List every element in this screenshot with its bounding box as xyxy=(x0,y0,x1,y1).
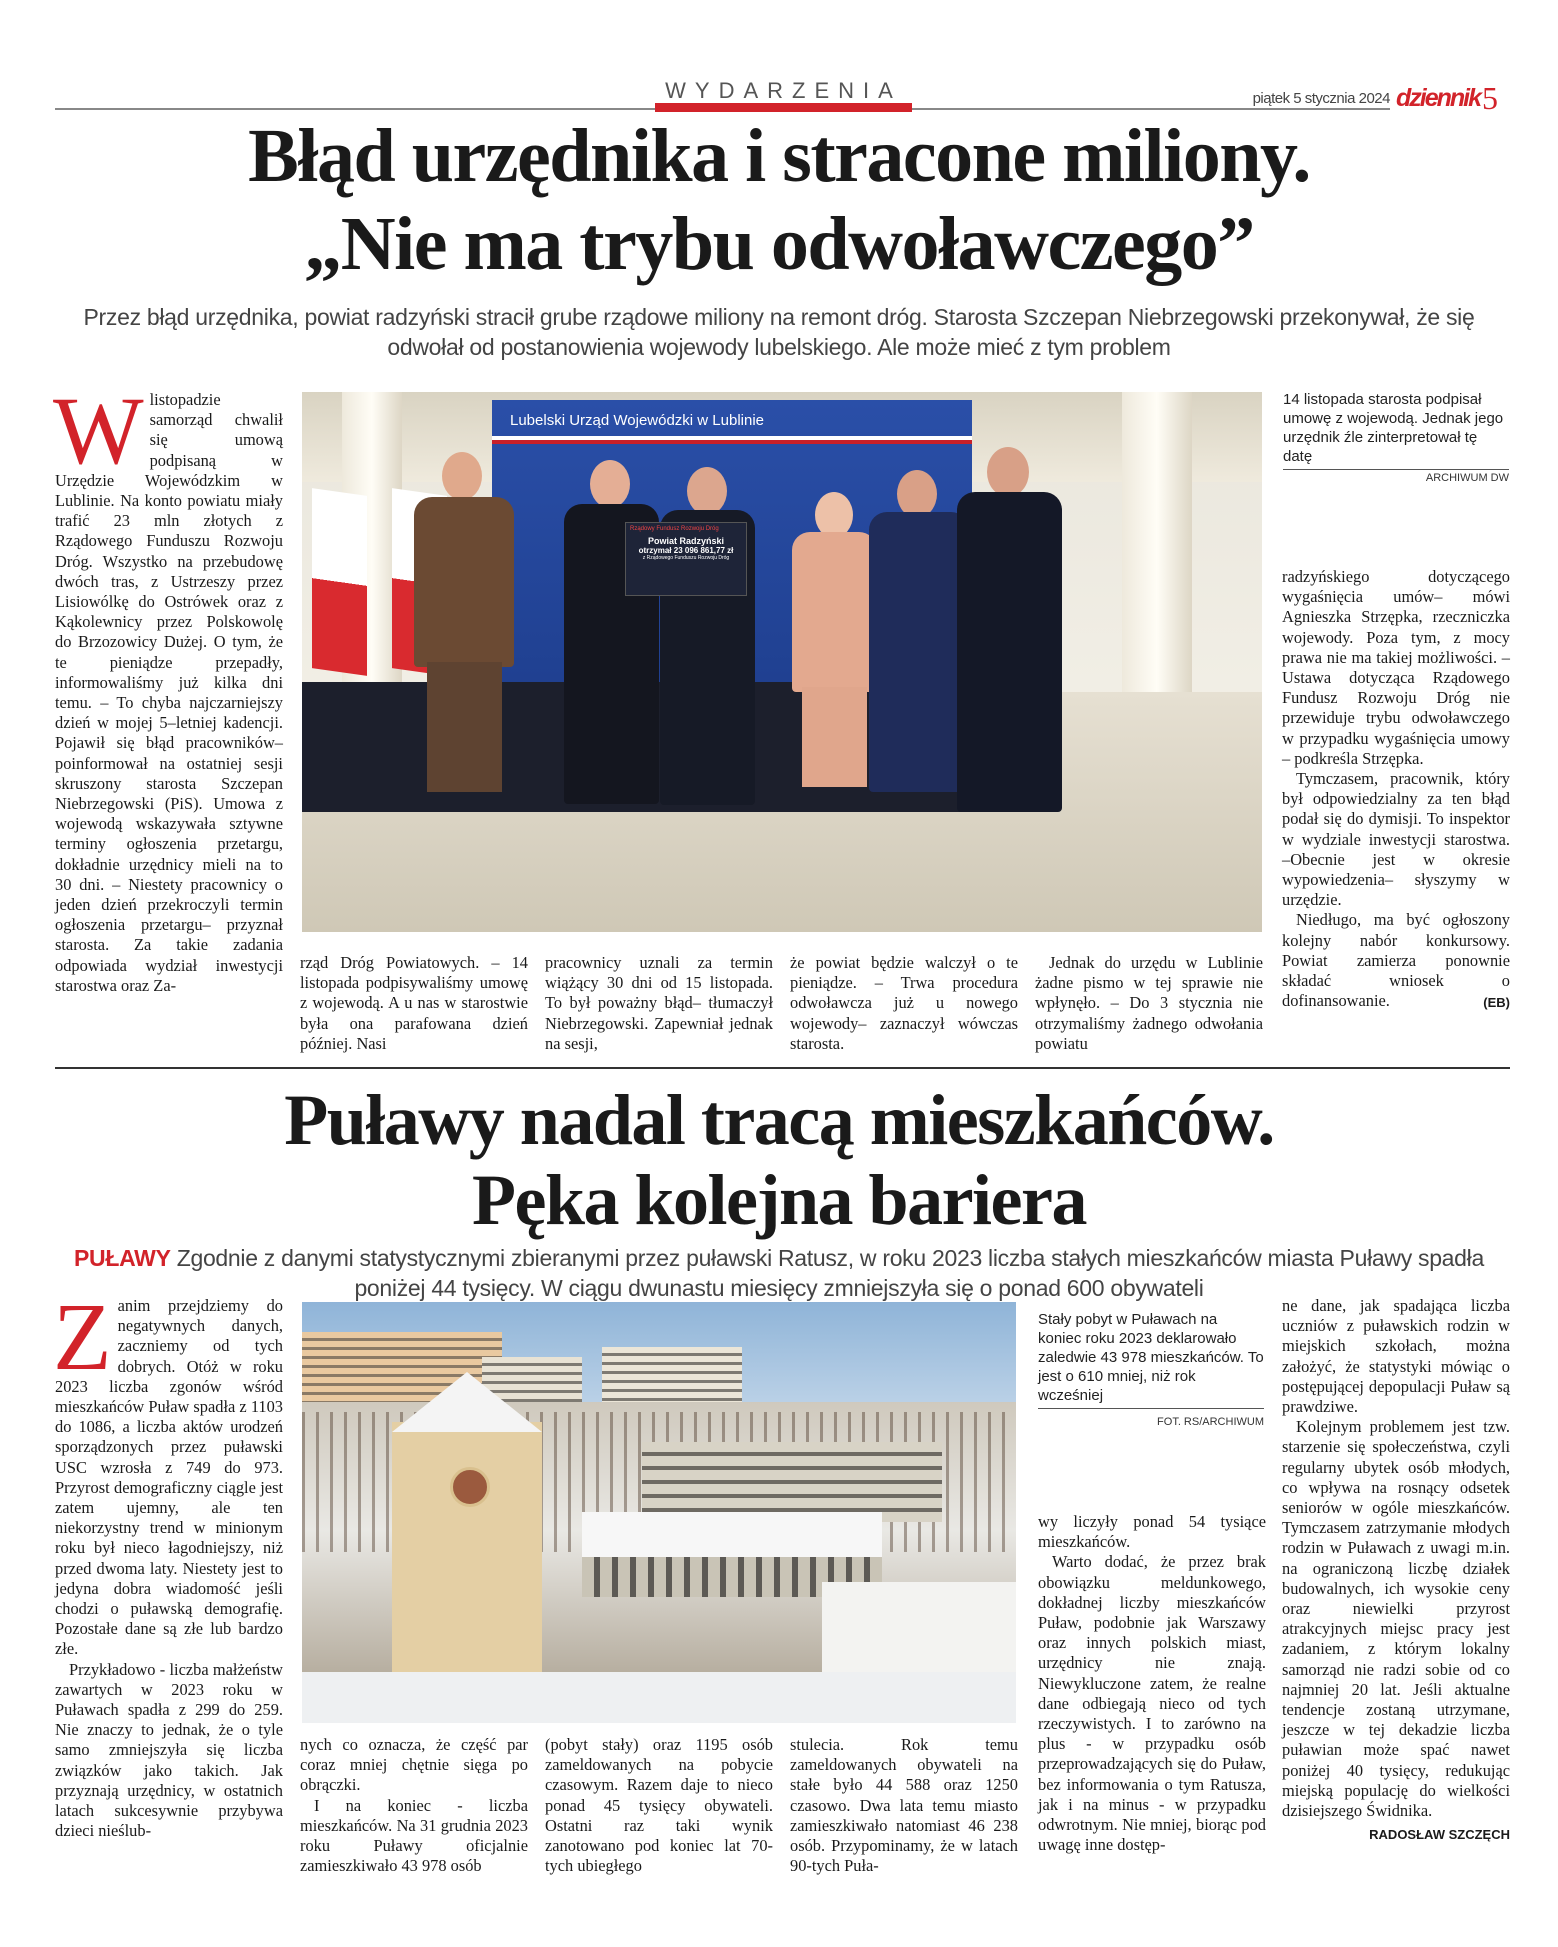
headline-line: Puławy nadal tracą mieszkańców. xyxy=(284,1080,1274,1160)
article2-photo-caption: Stały pobyt w Puławach na koniec roku 2023 deklarowało zaledwie 43 978 mieszkańców. To jest o 610 mniej, niż rok wcześniej xyxy=(1038,1310,1264,1409)
article1-photo xyxy=(302,392,1262,932)
article1-column-2 xyxy=(300,953,528,1054)
article1-column-4 xyxy=(790,953,1018,1054)
article2-photo-credit: FOT. RS/ARCHIWUM xyxy=(1157,1416,1264,1428)
paragraph: nych co oznacza, że część par coraz mniej chętnie sięga po obrączki. xyxy=(300,1735,528,1795)
paragraph: stulecia. Rok temu zameldowanych obywateli na stałe było 44 588 oraz 1250 czasowo. Dwa lata temu miasto zamieszkiwało natomiast 46 238 osób. Przypominamy, że w latach 90-tych Puła- xyxy=(790,1735,1018,1876)
backdrop-text: Lubelski Urząd Wojewódzki w Lublinie xyxy=(510,412,765,429)
paragraph: Warto dodać, że przez brak obowiązku meldunkowego, dokładnej liczby mieszkańców Puław, podobnie jak Warszawy oraz innych polskich miast, urzędnicy nie znają. Niewykluczone zatem, że realne dane odbiegają nieco od tych rzeczywistych. I to zarówno na plus - w przypadku osób przeprowadzających się do Puław, bez informowania o tym Ratusza, jak i na minus - w przypadku odwrotnym. Nie mniej, biorąc pod uwagę inne dostęp- xyxy=(1038,1552,1266,1855)
apartment-block xyxy=(482,1357,582,1402)
article-divider xyxy=(55,1067,1510,1069)
person-body xyxy=(414,497,514,667)
headline-line: Pęka kolejna bariera xyxy=(472,1160,1086,1240)
paragraph: Przykładowo - liczba małżeństw zawartych w 2023 roku w Puławach spadła z 299 do 259. Nie znaczy to jednak, że o tyle samo zmniejszyła się liczba związków jako takich. Jak przyznają urzędnicy, w ostatnich latach sukcesywnie przybywa dzieci nieślub- xyxy=(55,1659,283,1841)
paragraph: radzyńskiego dotyczącego wygaśnięcia umów– mówi Agnieszka Strzępka, rzeczniczka wojewody. Poza tym, z mocy prawa nie ma takiej możliwości. – Ustawa dotycząca Rządowego Fundusz Rozwoju Dróg nie przewiduje trybu odwoławczego w przypadku wygaśnięcia umowy – podkreśla Strzępka. xyxy=(1282,567,1510,768)
person-head xyxy=(590,460,630,508)
drop-cap: Z xyxy=(53,1283,112,1390)
article1-photo-credit: ARCHIWUM DW xyxy=(1425,472,1509,484)
snow-foreground xyxy=(302,1672,1016,1723)
paragraph: Kolejnym problemem jest tzw. starzenie się społeczeństwa, czyli regularny ubytek osób młodych, co wpływa na rosnący odsetek seniorów w ogóle mieszkańców. Tymczasem zatrzymanie młodych rodzin w Puławach z uwagi m.in. na ograniczoną liczbę działek budowalnych, ich wysokie ceny oraz niewielki przyrost atrakcyjnych miejsc pracy jest zadaniem, z którym lokalny samorząd nie radzi sobie od co najmniej 20 lat. Jeśli aktualne tendencje zostaną utrzymane, jeszcze w tej dekadzie liczba puławian może spać nawet poniżej 40 tysięcy, redukując miejską populację do wielkości dzisiejszego Świdnika. xyxy=(1282,1417,1510,1821)
person-legs xyxy=(802,687,867,787)
article2-column-4 xyxy=(790,1735,1018,1876)
article1-column-6 xyxy=(1282,567,1510,1014)
article1-signature: (EB) xyxy=(1483,995,1510,1011)
person-body xyxy=(869,512,969,792)
issue-date: piątek 5 stycznia 2024 xyxy=(1252,90,1390,107)
school-building xyxy=(642,1442,942,1522)
article1-column-1 xyxy=(53,377,283,996)
article1-column-5 xyxy=(1035,953,1263,1054)
article1-column-3 xyxy=(545,953,773,1054)
article2-photo xyxy=(302,1302,1016,1723)
newspaper-logo: dziennik xyxy=(1396,84,1481,112)
article1-deck: Przez błąd urzędnika, powiat radzyński stracił grube rządowe miliony na remont dróg. Starosta Szczepan Niebrzegowski przekonywał, że się odwołał od postanowienia wojewody lubelskiego. Ale może mieć z tym problem xyxy=(83,304,1475,360)
paragraph: (pobyt stały) oraz 1195 osób zameldowanych na pobycie czasowym. Razem daje to nieco ponad 45 tysięcy obywateli. Ostatni raz taki wynik zanotowano pod koniec lat 70-tych ubiegłego xyxy=(545,1735,773,1876)
paragraph: wy liczyły ponad 54 tysiące mieszkańców. xyxy=(1038,1512,1266,1552)
person-body xyxy=(792,532,877,692)
person-body xyxy=(957,492,1062,812)
board-line: z Rządowego Funduszu Rozwoju Dróg xyxy=(642,555,730,561)
paragraph: anim przejdziemy do negatywnych danych, zaczniemy od tych dobrych. Otóż w roku 2023 liczba zgonów wśród mieszkańców Puław spadła z 1103 do 1086, a liczba aktów urodzeń sporządzonych przez puławski USC wzrosła z 749 do 973. Przyrost demograficzny ciągle jest zatem ujemny, ale ten niekorzystny trend w minionym roku był nieco łagodniejszy, niż przed dwoma laty. Niestety jest to jedyna dobra wiadomość jeśli chodzi o puławską demografię. Pozostałe dane są złe lub bardzo złe. xyxy=(55,1296,283,1659)
article2-column-6 xyxy=(1282,1296,1510,1845)
deck-text: Zgodnie z danymi statystycznymi zbieranymi przez puławski Ratusz, w roku 2023 liczba stałych mieszkańców miasta Puławy spadła poniżej 44 tysięcy. W ciągu dwunastu miesięcy zmniejszyła się o ponad 600 obywateli xyxy=(176,1245,1484,1301)
article2-headline xyxy=(0,1080,1558,1240)
person-head xyxy=(987,447,1029,497)
board-header: Rządowy Fundusz Rozwoju Dróg xyxy=(630,526,719,532)
paragraph: Jednak do urzędu w Lublinie żadne pismo w tej sprawie nie wpłynęło. – Do 3 stycznia nie otrzymaliśmy żadnego odwołania powiatu xyxy=(1035,953,1263,1053)
paragraph: listopadzie samorząd chwalił się umową podpisaną w Urzędzie Wojewódzkim w Lublinie. Na konto powiatu miały trafić 23 mln złotych z Rządowego Funduszu Rozwoju Dróg. Wszystko na przebudowę dwóch tras, z Ustrzeszy przez Lisiowólkę do Ostrówek oraz z Kąkolewnicy przez Polskowolę do Brzozowicy Dużej. O tym, że te pieniądze przepadły, informowaliśmy już kilka dni temu. – To chyba najczarniejszy dzień w mojej 5–letniej kadencji. Pojawił się błąd pracowników– poinformował na ostatniej sesji skruszony starosta Szczepan Niebrzegowski (PiS). Umowa z wojewodą wskazywała sztywne terminy ogłoszenia przetargu, dokładnie urzędnicy mieli na to 30 dni. – Niestety pracownicy o jeden dzień przekroczyli termin ogłoszenia przetargu– przyznał starosta. Za takie zadania odpowiada wydział inwestycji starostwa oraz Za- xyxy=(55,390,283,995)
section-label: WYDARZENIA xyxy=(665,78,902,103)
article1-photo-caption: 14 listopada starosta podpisał umowę z wojewodą. Jednak jego urzędnik źle zinterpretował tę datę xyxy=(1283,390,1509,470)
check-board xyxy=(625,522,747,596)
snowy-roof xyxy=(582,1512,882,1562)
apartment-block xyxy=(602,1347,742,1402)
person-legs xyxy=(427,662,502,792)
board-line: otrzymał 23 096 861,77 zł xyxy=(638,546,734,555)
paragraph: że powiat będzie walczył o te pieniądze. – Trwa procedura odwoławcza już u nowego wojewody– zaznaczył wówczas starosta. xyxy=(790,953,1018,1053)
article2-column-3 xyxy=(545,1735,773,1876)
paragraph: pracownicy uznali za termin wiążący 30 dni od 15 listopada. To był poważny błąd– tłumaczył Niebrzegowski. Zapewniał jednak na sesji, xyxy=(545,953,773,1053)
article2-deck xyxy=(60,1243,1498,1303)
headline-line: „Nie ma trybu odwoławczego” xyxy=(304,202,1254,286)
paragraph: Niedługo, ma być ogłoszony kolejny nabór konkursowy. Powiat zamierza ponownie składać wniosek o dofinansowanie. xyxy=(1282,910,1510,1011)
church xyxy=(392,1422,542,1672)
drop-cap: W xyxy=(53,377,144,484)
page-number: 5 xyxy=(1482,80,1498,116)
article2-column-1 xyxy=(53,1283,283,1841)
paragraph: rząd Dróg Powiatowych. – 14 listopada podpisywaliśmy umowę z wojewodą. A u nas w starostwie była ona parafowana dzień później. Nasi xyxy=(300,953,528,1053)
board-line: Powiat Radzyński xyxy=(647,536,725,546)
paragraph: ne dane, jak spadająca liczba uczniów z puławskich rodzin w miejskich szkołach, można założyć, że statystyki mówiąc o postępującej depopulacji Puław są prawdziwe. xyxy=(1282,1296,1510,1417)
article2-column-5 xyxy=(1038,1512,1266,1855)
person-head xyxy=(442,452,482,500)
person-head xyxy=(687,467,727,515)
location-kicker: PUŁAWY xyxy=(74,1245,171,1271)
person-head xyxy=(897,470,937,518)
flag-icon xyxy=(312,488,367,676)
article1-headline xyxy=(0,112,1558,288)
section-red-bar xyxy=(655,103,912,112)
snowy-roof xyxy=(822,1582,1016,1682)
headline-line: Błąd urzędnika i stracone miliony. xyxy=(248,114,1310,198)
article2-column-2 xyxy=(300,1735,528,1876)
rose-window xyxy=(450,1467,490,1507)
article2-author: RADOSŁAW SZCZĘCH xyxy=(1369,1827,1510,1843)
paragraph: Tymczasem, pracownik, który był odpowiedzialny za ten błąd podał się do dymisji. To inspektor w wydziale inwestycji starostwa. –Obecnie jest w okresie wypowiedzenia– słyszymy w urzędzie. xyxy=(1282,769,1510,910)
paragraph: I na koniec - liczba mieszkańców. Na 31 grudnia 2023 roku Puławy oficjalnie zamieszkiwało 43 978 osób xyxy=(300,1795,528,1876)
